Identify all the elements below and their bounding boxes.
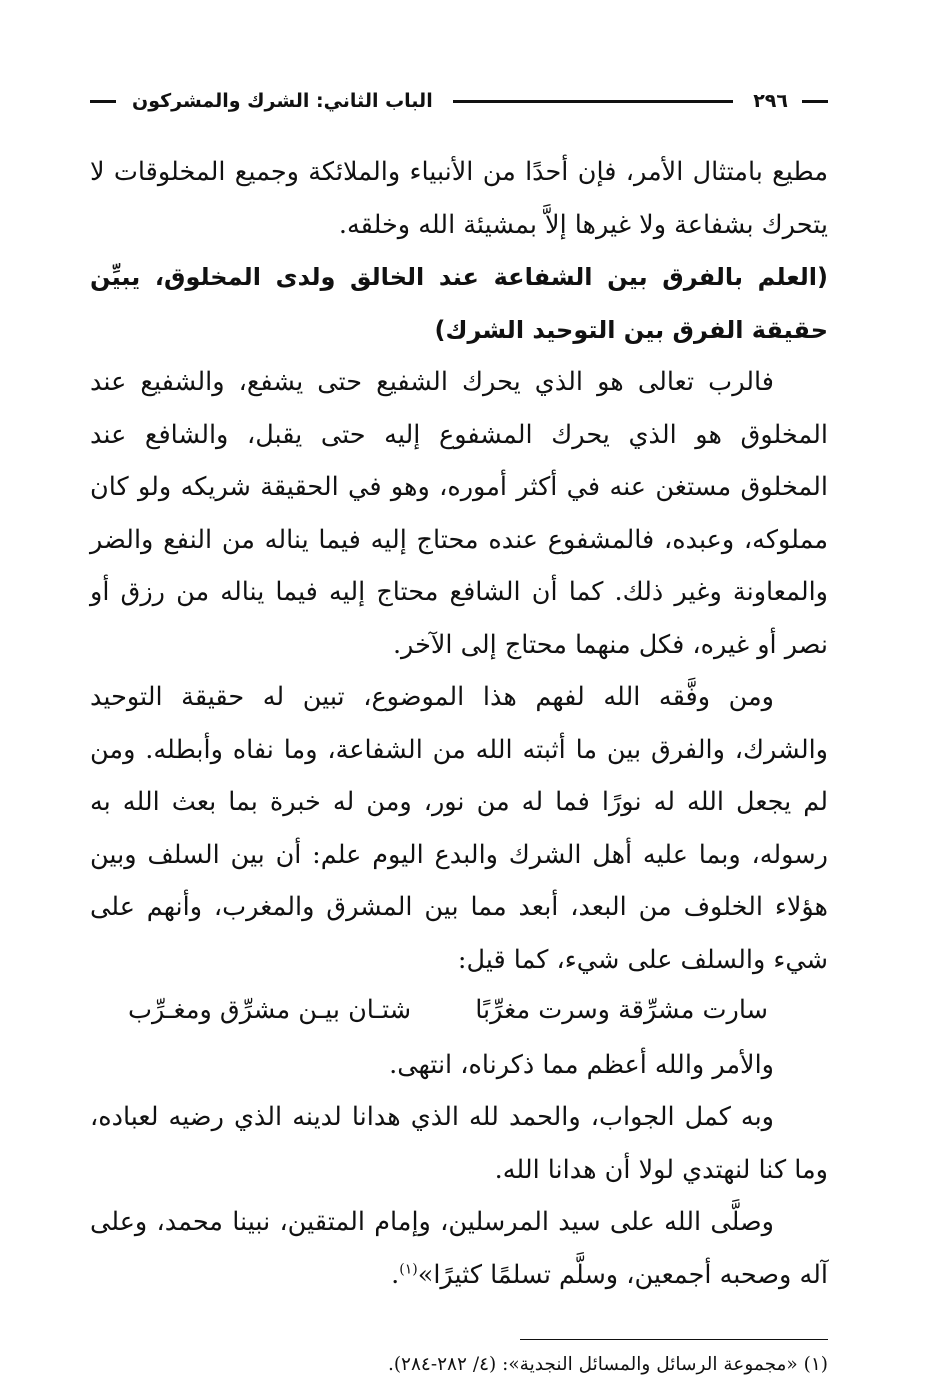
paragraph-continuation: مطيع بامتثال الأمر، فإن أحدًا من الأنبياء والملائكة وجميع المخلوقات لا يتحرك بشفاعة ولا غيرها إلاَّ بمشيئة الله وخلقه. (90, 157, 828, 240)
page-number: ٢٩٦ (753, 90, 788, 112)
blessing-text: وصلَّى الله على سيد المرسلين، وإمام المتقين، نبينا محمد، وعلى آله وصحبه أجمعين، وسلَّم تسلمًا كثيرًا» (90, 1207, 828, 1290)
paragraph-answer-complete: وبه كمل الجواب، والحمد لله الذي هدانا لدينه الذي رضيه لعباده، وما كنا لنهتدي لولا أن هدانا الله. (90, 1102, 828, 1185)
paragraph-intercession: فالرب تعالى هو الذي يحرك الشفيع حتى يشفع، والشفيع عند المخلوق هو الذي يحرك المشفوع إليه حتى يقبل، والشافع عند المخلوق مستغن عنه في أكثر أموره، وهو في الحقيقة شريكه ولو كان مملوكه، وعبده، فالمشفوع عنده محتاج إليه فيما يناله من النفع والضر والمعاونة وغير ذلك. كما أن الشافع محتاج إليه فيما يناله من رزق أو نصر أو غيره، فكل منهما محتاج إلى الآخر. (90, 367, 828, 660)
footnote-separator (520, 1339, 828, 1340)
paragraph-conclusion: والأمر والله أعظم مما ذكرناه، انتهى. (389, 1049, 774, 1080)
header-rule-short (802, 100, 828, 103)
running-header (90, 84, 828, 118)
verse-first-hemistich: سارت مشرِّقة وسرت مغرِّبًا (475, 995, 768, 1025)
paragraph-tawhid-difference: ومن وفَّقه الله لفهم هذا الموضوع، تبين له حقيقة التوحيد والشرك، والفرق بين ما أثبته الله من الشفاعة، وما نفاه وأبطله. ومن لم يجعل الله له نورًا فما له من نور، ومن له خبرة بما بعث الله به رسوله، وبما عليه أهل الشرك والبدع اليوم علم: أن بين السلف وبين هؤلاء الخلوف من البعد، أبعد مما بين المشرق والمغرب، وأنهم على شيء والسلف على شيء، كما قيل: (90, 682, 828, 975)
paragraph-blessing (90, 1196, 828, 1301)
footnote-marker: (١) (399, 1261, 418, 1277)
blessing-end-punctuation: . (391, 1259, 400, 1290)
page-body (90, 146, 828, 1301)
page-number-group (753, 90, 828, 112)
poetry-verse (128, 984, 768, 1037)
book-page (90, 84, 828, 1375)
header-rule-long (453, 100, 733, 103)
footnote: (١) «مجموعة الرسائل والمسائل النجدية»: (٤/ ٢٨٢-٢٨٤). (387, 1354, 828, 1375)
chapter-title-group (90, 90, 433, 112)
header-rule-short-end (90, 100, 116, 103)
verse-second-hemistich: شتـان بيـن مشرِّق ومغـرِّب (128, 995, 412, 1025)
section-heading-paragraph: (العلم بالفرق بين الشفاعة عند الخالق ولدى المخلوق، يبيِّن حقيقة الفرق بين التوحيد الشرك) (90, 263, 828, 344)
chapter-title: الباب الثاني: الشرك والمشركون (132, 90, 433, 112)
